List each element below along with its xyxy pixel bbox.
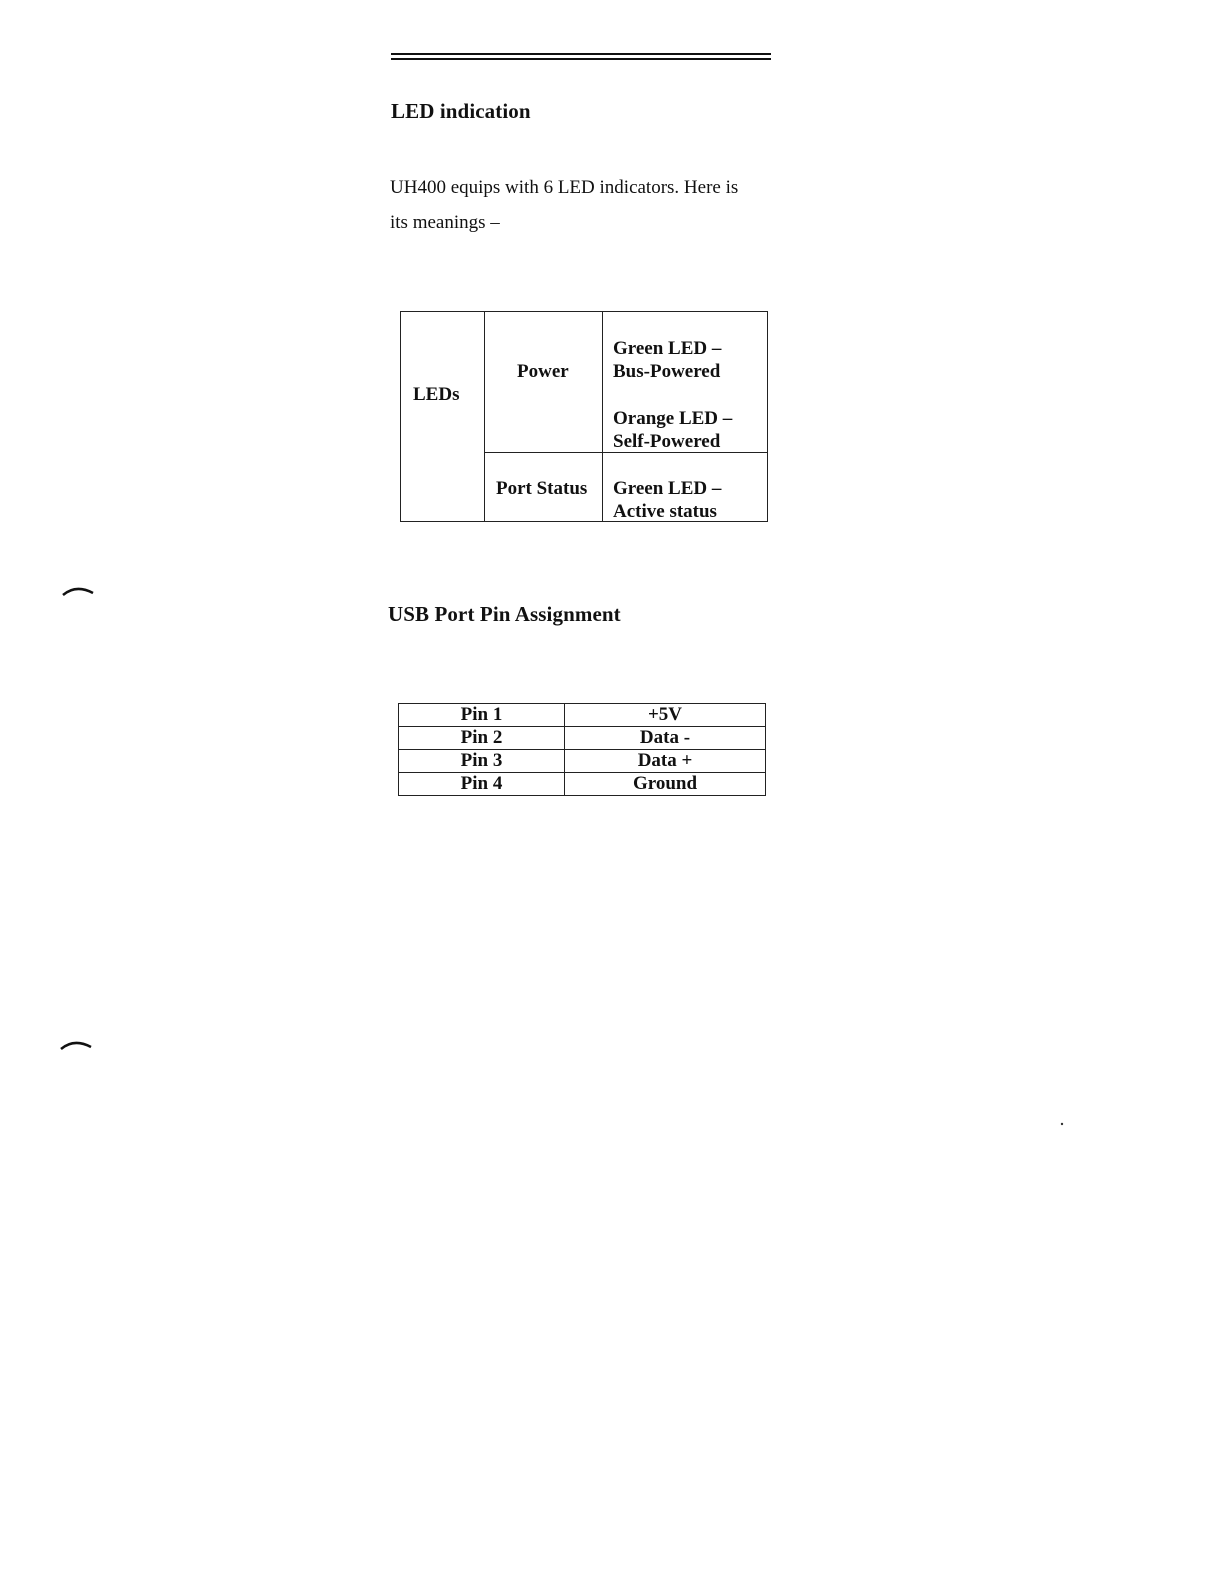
led-intro-paragraph — [390, 170, 790, 240]
table-row — [399, 727, 766, 750]
pin-signal-cell: +5V — [565, 704, 766, 727]
led-table-divider-1 — [484, 312, 485, 521]
binder-hole-mark — [60, 584, 96, 598]
header-rule-bottom — [391, 58, 771, 60]
green-led-label: Green LED – — [613, 338, 722, 359]
orange-led-label: Orange LED – — [613, 408, 733, 429]
binder-hole-mark — [58, 1038, 94, 1052]
bus-powered-label: Bus-Powered — [613, 361, 721, 382]
header-rule-top — [391, 53, 771, 55]
led-indication-heading: LED indication — [391, 99, 531, 123]
power-category: Power — [517, 361, 569, 382]
led-intro-line-1: UH400 equips with 6 LED indicators. Here is — [390, 177, 739, 198]
pin-signal-cell: Data - — [565, 727, 766, 750]
leds-group-label: LEDs — [413, 384, 460, 405]
usb-pin-assignment-heading: USB Port Pin Assignment — [388, 602, 621, 626]
port-status-category: Port Status — [496, 478, 588, 499]
pin-number-cell: Pin 3 — [399, 750, 565, 773]
green-led-bus-powered — [613, 337, 721, 383]
pin-number-cell: Pin 1 — [399, 704, 565, 727]
pin-signal-cell: Data + — [565, 750, 766, 773]
table-row — [399, 750, 766, 773]
table-row — [399, 704, 766, 727]
usb-pin-table — [398, 703, 766, 796]
pin-number-cell: Pin 2 — [399, 727, 565, 750]
pin-number-cell: Pin 4 — [399, 773, 565, 796]
scan-speck — [1059, 1121, 1065, 1127]
active-status-label: Active status — [613, 501, 717, 522]
orange-led-self-powered — [613, 407, 732, 453]
green-led-active-status — [613, 477, 721, 523]
led-table-divider-2 — [602, 312, 603, 521]
led-intro-line-2: its meanings – — [390, 212, 500, 233]
led-table — [400, 311, 768, 522]
pin-signal-cell: Ground — [565, 773, 766, 796]
self-powered-label: Self-Powered — [613, 431, 721, 452]
green-led-label: Green LED – — [613, 478, 722, 499]
table-row — [399, 773, 766, 796]
